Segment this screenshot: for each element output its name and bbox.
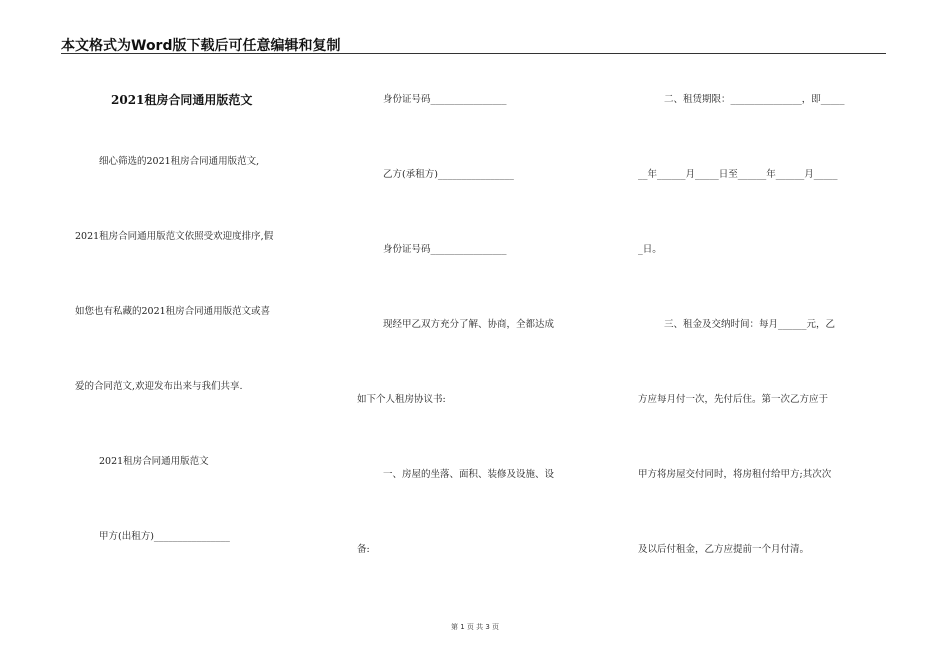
paragraph-line: 2021租房合同通用版范文 — [99, 456, 209, 467]
paragraph-line: 二、租赁期限：_______________，即_____ — [664, 94, 845, 105]
paragraph-line: 如下个人租房协议书: — [357, 394, 446, 405]
paragraph-line: 及以后付租金，乙方应提前一个月付清。 — [638, 544, 810, 555]
paragraph-line: 甲方(出租方)________________ — [99, 531, 230, 542]
paragraph-line: __年______月_____日至______年______月_____ — [638, 169, 838, 180]
paragraph-line: 甲方将房屋交付同时，将房租付给甲方;其次次 — [638, 469, 832, 480]
paragraph-line: _日。 — [638, 244, 662, 255]
paragraph-line: 一、房屋的坐落、面积、装修及设施、设 — [383, 469, 555, 480]
column-right — [636, 0, 888, 672]
paragraph-line: 现经甲乙双方充分了解、协商，全都达成 — [383, 319, 555, 330]
document-banner: 本文格式为Word版下载后可任意编辑和复制 — [61, 38, 341, 54]
paragraph-line: 方应每月付一次，先付后住。第一次乙方应于 — [638, 394, 829, 405]
paragraph-line: 细心筛选的2021租房合同通用版范文, — [99, 156, 260, 167]
paragraph-line: 身份证号码________________ — [383, 244, 507, 255]
paragraph-line: 乙方(承租方)________________ — [383, 169, 514, 180]
paragraph-line: 爱的合同范文,欢迎发布出来与我们共享. — [75, 381, 243, 392]
page-number: 第 1 页 共 3 页 — [450, 623, 500, 631]
paragraph-line: 三、租金及交纳时间：每月______元，乙 — [664, 319, 836, 330]
paragraph-line: 备: — [357, 544, 370, 555]
column-left — [61, 0, 329, 672]
paragraph-line: 2021租房合同通用版范文依照受欢迎度排序,假 — [75, 231, 274, 242]
document-title: 2021租房合同通用版范文 — [111, 93, 253, 107]
paragraph-line: 身份证号码________________ — [383, 94, 507, 105]
column-middle — [355, 0, 605, 672]
paragraph-line: 如您也有私藏的2021租房合同通用版范文或喜 — [75, 306, 271, 317]
